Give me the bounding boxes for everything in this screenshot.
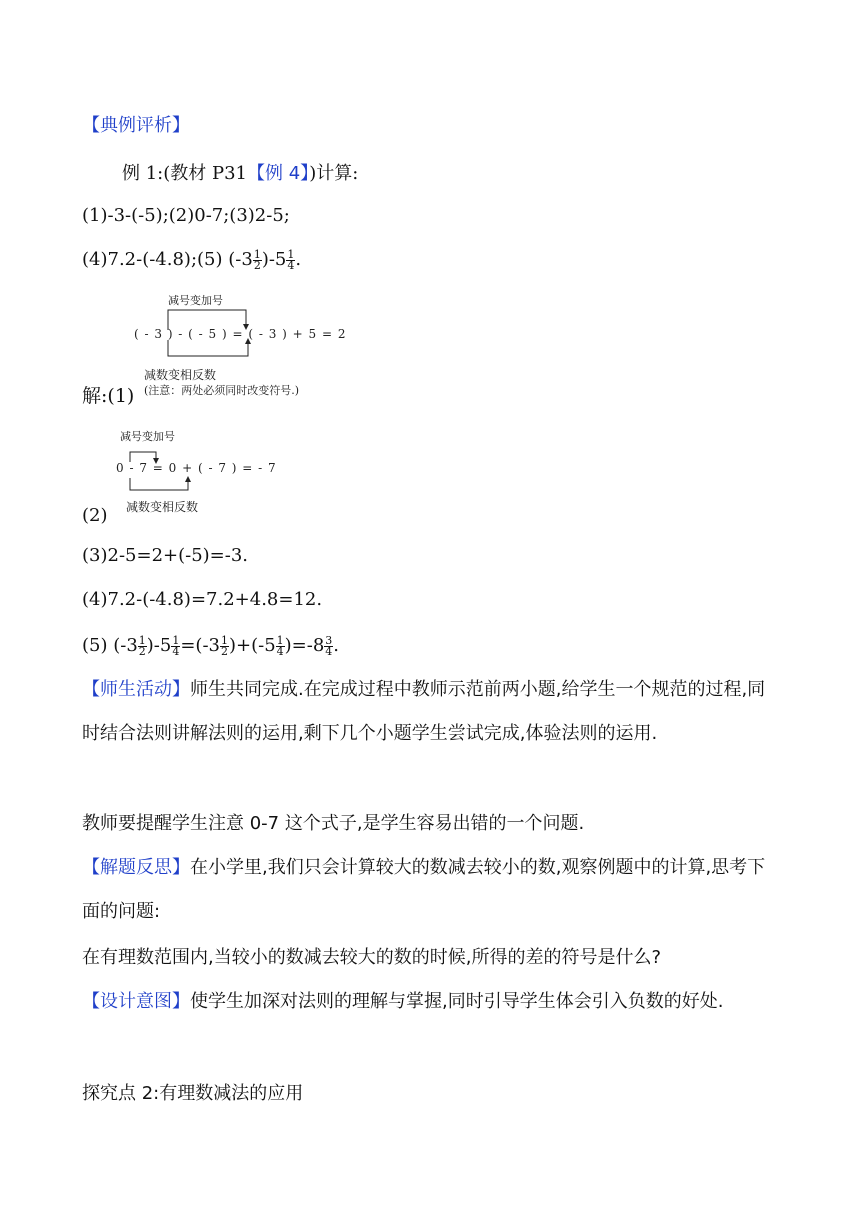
fraction-quarter [171,633,180,658]
question-line: 在有理数范围内,当较小的数减去较大的数的时候,所得的差的符号是什么? [82,947,661,968]
fraction-three-quarter [324,633,333,658]
teacher-activity-tag: 【师生活动】 [82,679,190,700]
figure-2-expression: 0 - 7 = 0 + ( - 7 ) = - 7 [116,461,277,475]
answer-5 [82,634,339,658]
problems-line-2 [82,248,301,272]
answer-5-part: . [333,635,340,656]
answer-5-part: (5) (-3 [82,635,138,656]
problems-line-2-end: . [295,249,302,270]
problems-line-1: (1)-3-(-5);(2)0-7;(3)2-5; [82,205,290,226]
answer-5-part: )=-8 [284,635,325,656]
fraction-num: 1 [276,633,284,647]
fraction-den: 4 [276,644,284,658]
fraction-half [220,633,229,658]
fraction-den: 2 [220,644,228,658]
design-intent-paragraph [82,980,782,1024]
fraction-den: 2 [253,258,261,272]
fraction-num: 3 [325,633,333,647]
teacher-activity-paragraph [82,668,782,756]
section-heading: 【典例评析】 [82,115,190,136]
figure-2-bottom-label: 减数变相反数 [126,500,199,514]
fraction-quarter [276,633,285,658]
answer-5-part: )-5 [146,635,172,656]
example-line [122,162,358,186]
answer-4: (4)7.2-(-4.8)=7.2+4.8=12. [82,589,323,610]
fraction-den: 4 [287,258,295,272]
fraction-half [253,247,262,272]
fraction-num: 1 [253,247,261,261]
part-2-label: (2) [82,505,108,526]
fraction-num: 1 [220,633,228,647]
fraction-den: 4 [172,644,180,658]
design-intent-text: 使学生加深对法则的理解与掌握,同时引导学生体会引入负数的好处. [190,991,724,1012]
fraction-den: 4 [325,644,333,658]
figure-1-note: (注意：两处必须同时改变符号.) [144,384,300,397]
reflection-tag: 【解题反思】 [82,857,190,878]
fraction-num: 1 [287,247,295,261]
fraction-den: 2 [138,644,146,658]
subtraction-rule-figure-1 [130,290,347,402]
problems-line-2-mid: )-5 [261,249,287,270]
solution-label: 解:(1) [82,385,135,407]
fraction-half [138,633,147,658]
teacher-note: 教师要提醒学生注意 0-7 这个式子,是学生容易出错的一个问题. [82,813,585,834]
example-ref: 【例 4】 [247,163,310,184]
reflection-text: 在小学里,我们只会计算较大的数减去较小的数,观察例题中的计算,思考下面的问题: [82,857,766,922]
figure-1-bottom-label: 减数变相反数 [144,368,217,382]
answer-5-part: )+(-5 [228,635,276,656]
teacher-activity-text: 师生共同完成.在完成过程中教师示范前两小题,给学生一个规范的过程,同时结合法则讲解法则的运用,剩下几个小题学生尝试完成,体验法则的运用. [82,679,766,744]
problems-line-2-prefix: (4)7.2-(-4.8);(5) (-3 [82,249,253,270]
fraction-num: 1 [172,633,180,647]
subtraction-rule-figure-2 [112,428,277,514]
answer-5-part: =(-3 [180,635,220,656]
reflection-paragraph [82,846,782,934]
figure-2-top-label: 减号变加号 [120,430,175,443]
figure-1-top-label: 减号变加号 [168,294,223,307]
explore-point-heading: 探究点 2:有理数减法的应用 [82,1083,304,1104]
design-intent-tag: 【设计意图】 [82,991,190,1012]
example-suffix: )计算: [309,163,359,184]
answer-3: (3)2-5=2+(-5)=-3. [82,545,249,566]
example-prefix: 例 1:(教材 P31 [122,163,247,184]
fraction-num: 1 [138,633,146,647]
figure-1-expression: ( - 3 ) - ( - 5 ) = ( - 3 ) + 5 = 2 [134,327,347,341]
